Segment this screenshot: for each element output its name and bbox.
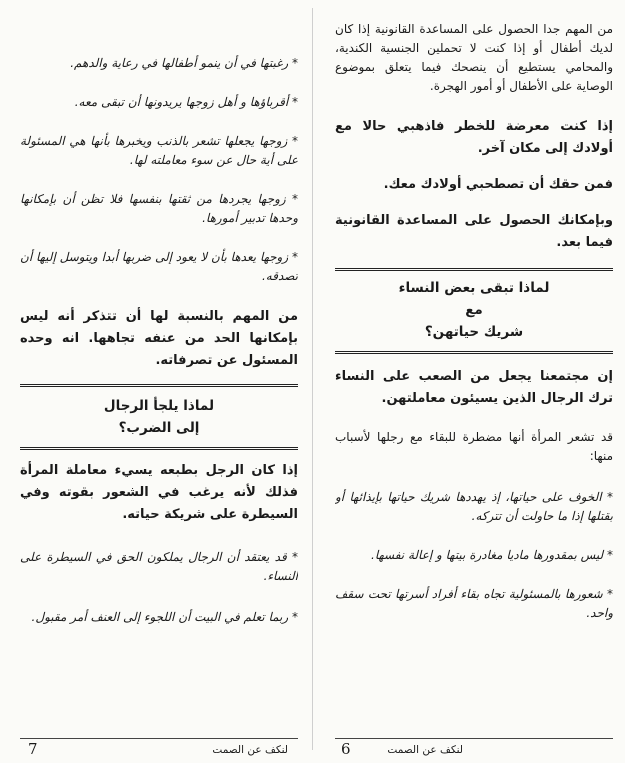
page-7: [20, 12, 298, 730]
heading-line: إلى الضرب؟: [118, 420, 200, 436]
abuser-paragraph: إذا كان الرجل بطبعه يسيء معاملة المرأة فذلك لأنه يرغب في الشعور بقوته وفي السيطرة على شريكة حياته.: [20, 463, 298, 522]
list-item: * الخوف على حياتها، إذ يهددها شريك حياتها بإيذائها أو بقتلها إذا ما حاولت أن تتركه.: [335, 490, 613, 523]
responsibility-paragraph: من المهم بالنسبة لها أن تتذكر أنه ليس بإمكانها الحد من عنفه تجاهها. انه وحده المسئول عن تصرفاته.: [20, 309, 298, 368]
page-footer: [335, 738, 613, 761]
list-item: * أقرباؤها و أهل زوجها يريدونها أن تبقى معه.: [74, 95, 298, 109]
footer-title: لنكف عن الصمت: [387, 744, 463, 756]
list-item: * رغبتها في أن ينمو أطفالها في رعاية والدهم.: [70, 56, 298, 70]
section-rule: [20, 447, 298, 450]
legal-advice-paragraph: من المهم جدا الحصول على المساعدة القانونية إذا كان لديك أطفال أو إذا كنت لا تحملين الجنسية الكندية، والمحامي يستطيع أن ينصحك فيما يتعلق بموضوع الوصاية على الأطفال أو أمور الهجرة.: [335, 22, 613, 93]
heading-line: لماذا يلجأ الرجال: [103, 398, 215, 414]
section-rule: [335, 351, 613, 354]
section-heading: [20, 387, 298, 447]
list-item: * ليس بمقدورها ماديا مغادرة بيتها و إعالة نفسها.: [371, 548, 613, 562]
list-item: * زوجها يجردها من ثقتها بنفسها فلا تظن أن بإمكانها وحدها تدبير أمورها.: [20, 192, 298, 225]
right-to-take-children: فمن حقك أن تصطحبي أولادك معك.: [383, 177, 613, 192]
heading-line: مع: [465, 302, 483, 318]
page-number: 6: [341, 740, 351, 758]
heading-line: لماذا تبقى بعض النساء: [398, 280, 550, 296]
page-6: [335, 12, 613, 730]
danger-paragraph: إذا كنت معرضة للخطر فاذهبي حالا مع أولادك إلى مكان آخر.: [335, 119, 613, 156]
spine-divider: [312, 8, 313, 750]
page-number: 7: [28, 740, 38, 758]
list-item: * قد يعتقد أن الرجال يملكون الحق في السيطرة على النساء.: [20, 550, 298, 583]
section-heading: [335, 271, 613, 351]
page-footer: [20, 738, 298, 761]
society-paragraph: إن مجتمعنا يجعل من الصعب على النساء ترك الرجال الذين يسيئون معاملتهن.: [335, 369, 613, 406]
footer-title: لنكف عن الصمت: [212, 744, 288, 756]
list-item: * ربما تعلم في البيت أن اللجوء إلى العنف أمر مقبول.: [31, 610, 298, 624]
list-item: * زوجها يعدها بأن لا يعود إلى ضربها أبدا ويتوسل إليها أن تصدقه.: [20, 250, 298, 283]
list-item: * زوجها يجعلها تشعر بالذنب ويخبرها بأنها هي المسئولة على أية حال عن سوء معاملته لها.: [20, 134, 298, 167]
list-item: * شعورها بالمسئولية تجاه بقاء أفراد أسرتها تحت سقف واحد.: [335, 587, 613, 620]
legal-help-later: وبإمكانك الحصول على المساعدة القانونية فيما بعد.: [335, 213, 613, 250]
reasons-intro: قد تشعر المرأة أنها مضطرة للبقاء مع رجلها لأسباب منها:: [335, 430, 613, 463]
heading-line: شريك حياتهن؟: [424, 324, 524, 340]
